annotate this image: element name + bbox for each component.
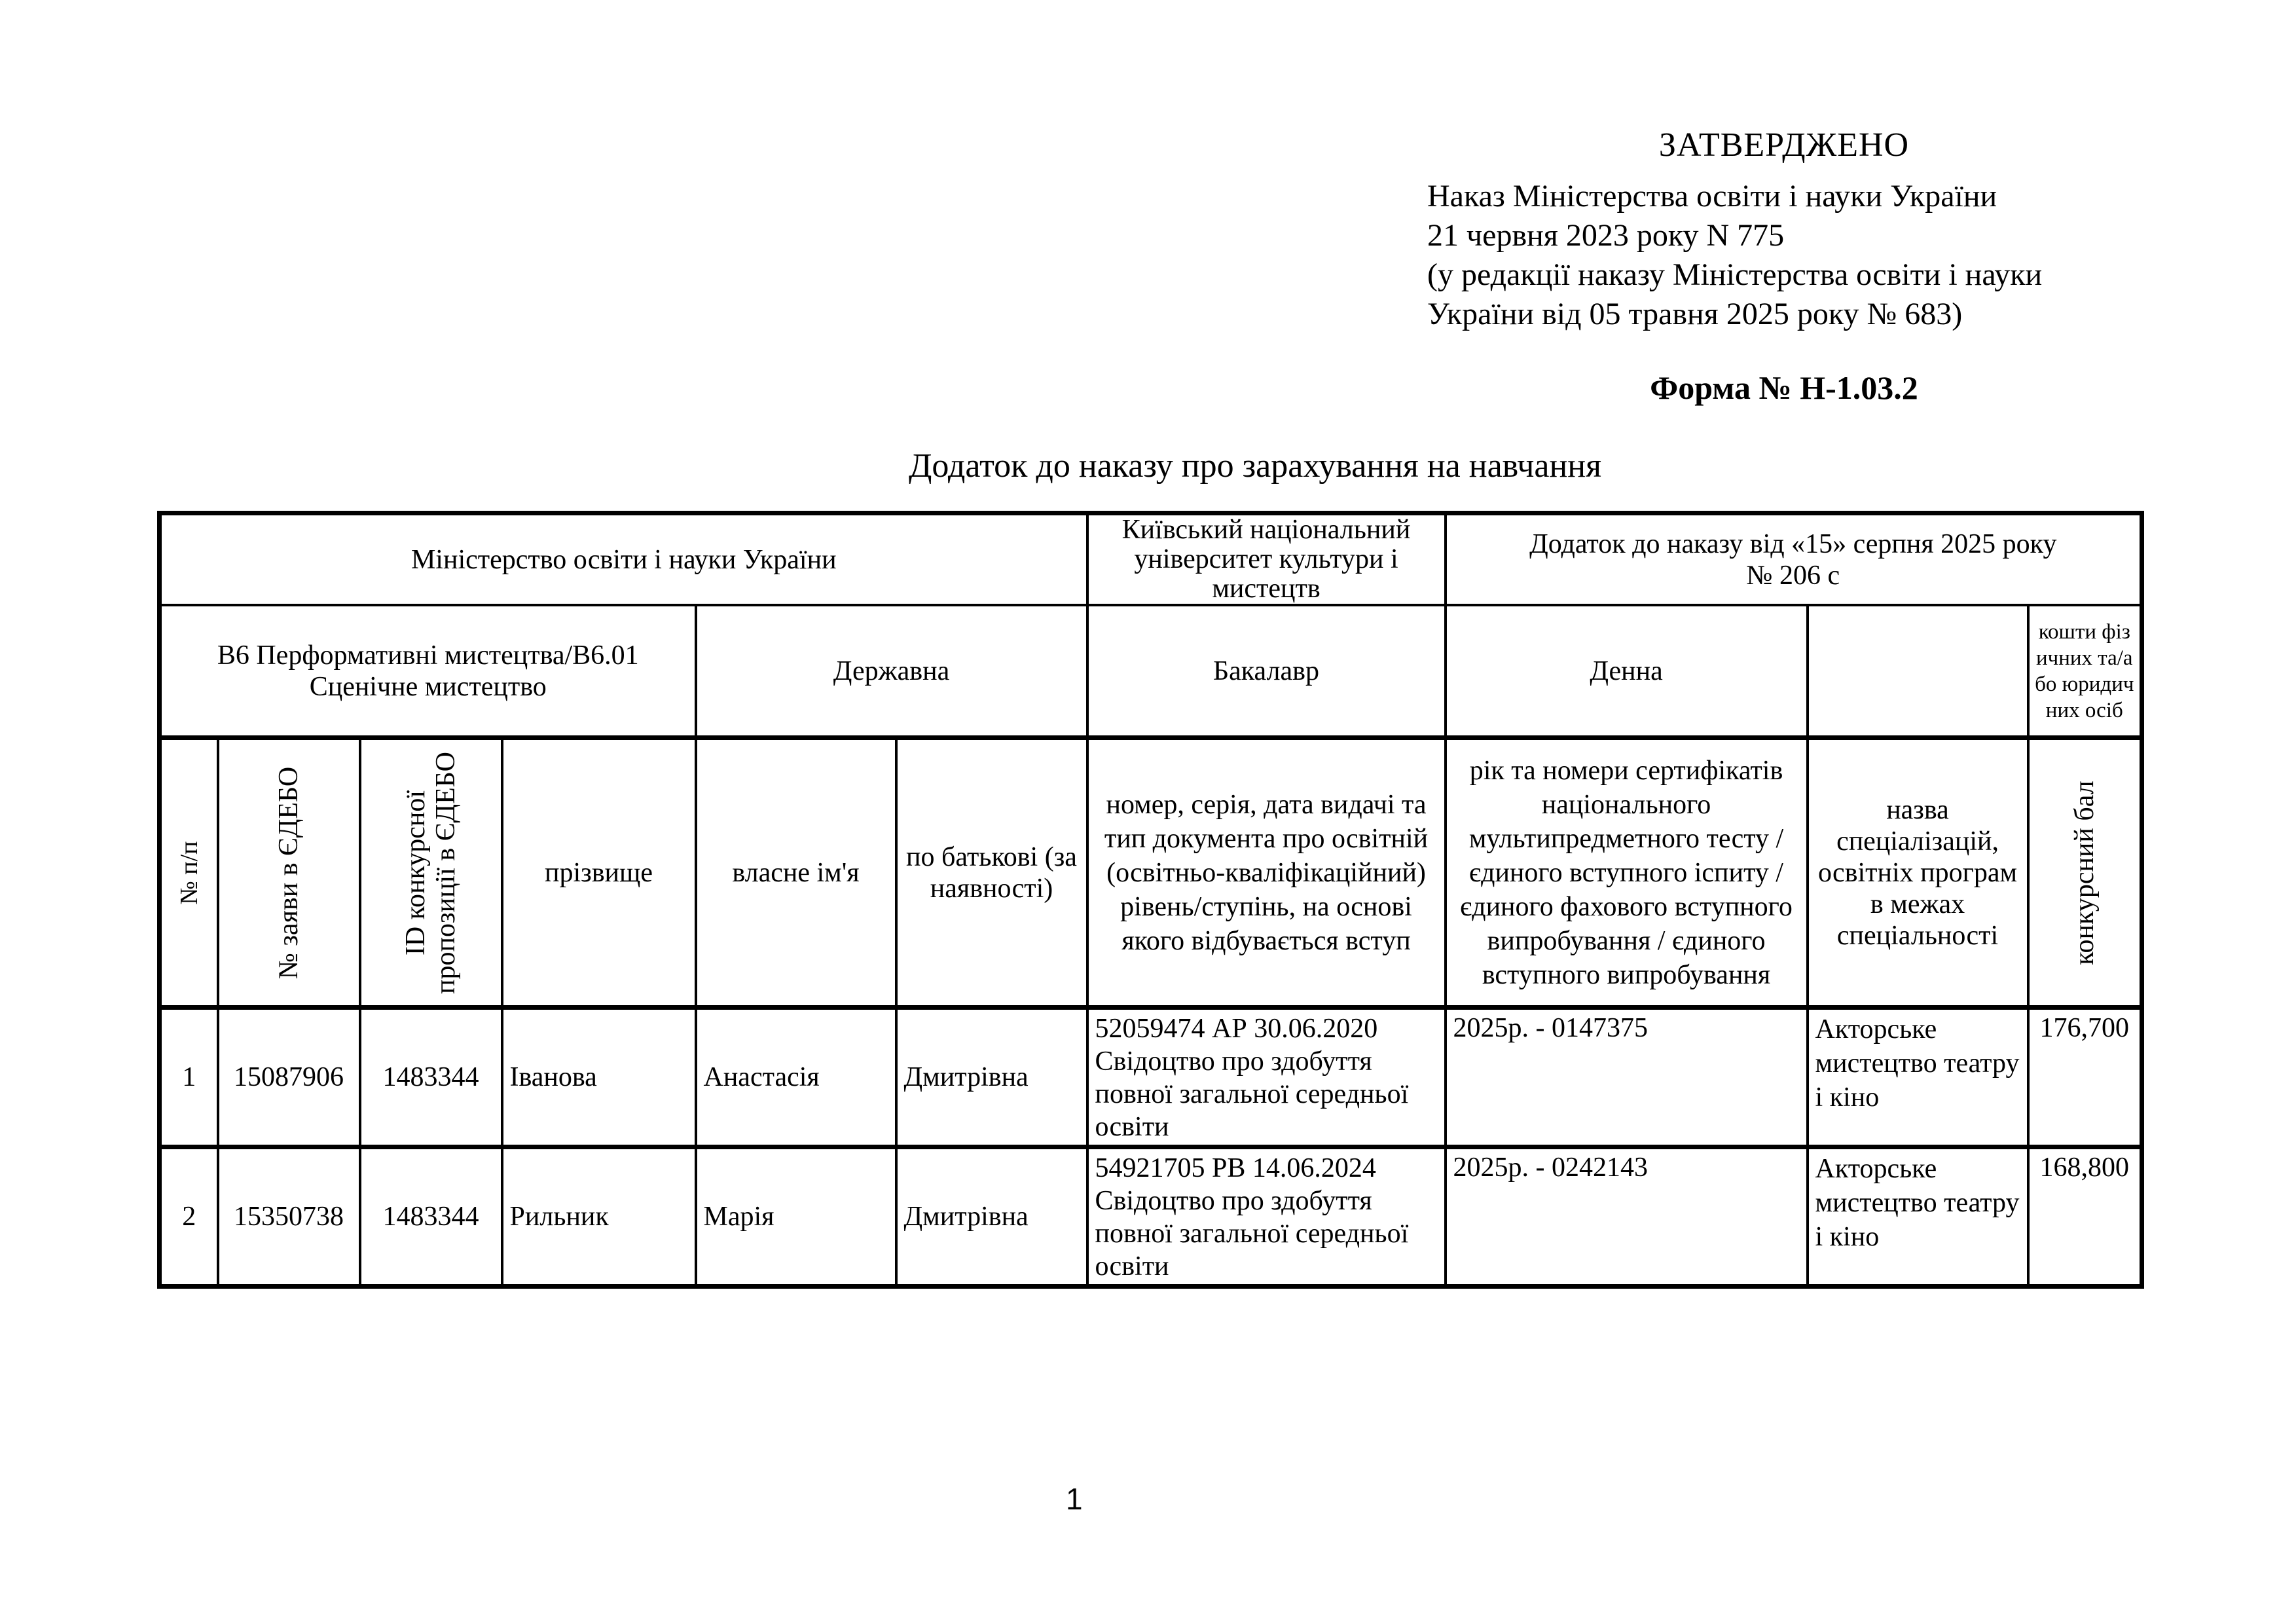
cell-surname: Іванова	[502, 1008, 696, 1147]
university-cell: Київський національний університет культури і мистецтв	[1087, 513, 1446, 606]
col-header-offer-id: ID конкурсної пропозиції в ЄДЕБО	[360, 738, 502, 1008]
header-row	[160, 738, 2142, 1008]
funding-source-cell: Державна	[696, 605, 1087, 738]
cell-row-number: 1	[160, 1008, 218, 1147]
col-header-given-name: власне ім'я	[696, 738, 896, 1008]
col-header-specialization: назва спеціалізацій, освітніх програм в межах спеціальності	[1808, 738, 2028, 1008]
cell-patronymic: Дмитрівна	[896, 1008, 1087, 1147]
cell-education-document: 52059474 АР 30.06.2020 Свідоцтво про здобуття повної загальної середньої освіти	[1087, 1008, 1446, 1147]
study-form-cell: Денна	[1446, 605, 1808, 738]
order-line: України від 05 травня 2025 року № 683)	[1427, 297, 1963, 331]
cell-specialization: Акторське мистецтво театру і кіно	[1808, 1147, 2028, 1287]
page-title: Додаток до наказу про зарахування на навчання	[908, 447, 1602, 485]
cell-certificates: 2025р. - 0147375	[1446, 1008, 1808, 1147]
degree-cell: Бакалавр	[1087, 605, 1446, 738]
col-header-score: конкурсний бал	[2028, 738, 2142, 1008]
approval-stamp: ЗАТВЕРДЖЕНО	[1658, 126, 1910, 164]
cell-offer-id: 1483344	[360, 1147, 502, 1287]
order-line: (у редакції наказу Міністерства освіти і науки	[1427, 257, 2043, 292]
cell-education-document: 54921705 РВ 14.06.2024 Свідоцтво про здобуття повної загальної середньої освіти	[1087, 1147, 1446, 1287]
order-line: 21 червня 2023 року N 775	[1427, 218, 1785, 253]
cell-score: 176,700	[2028, 1008, 2142, 1147]
cell-given-name: Анастасія	[696, 1008, 896, 1147]
form-number: Форма № Н-1.03.2	[1650, 369, 1918, 406]
tuition-funds-cell: кошти фізичних та/або юридичних осіб	[2028, 605, 2142, 738]
approval-block	[1427, 126, 2141, 407]
program-row	[160, 605, 2142, 738]
col-header-certificates: рік та номери сертифікатів національного мультипредметного тесту / єдиного вступного іспиту / єдиного фахового вступного випробування / єдиного вступного випробування	[1446, 738, 1808, 1008]
cell-offer-id: 1483344	[360, 1008, 502, 1147]
cell-application-id: 15087906	[218, 1008, 360, 1147]
table-row	[160, 1147, 2142, 1287]
col-header-education-document: номер, серія, дата видачі та тип документа про освітній (освітньо-кваліфікаційний) рівень/ступінь, на основі якого відбувається вступ	[1087, 738, 1446, 1008]
appendix-line: Додаток до наказу від «15» серпня 2025 року	[1529, 528, 2057, 559]
col-header-surname: прізвище	[502, 738, 696, 1008]
ministry-cell: Міністерство освіти і науки України	[160, 513, 1087, 606]
cell-application-id: 15350738	[218, 1147, 360, 1287]
cell-row-number: 2	[160, 1147, 218, 1287]
enrollment-table	[157, 511, 2144, 1289]
info-row	[160, 513, 2142, 606]
col-header-patronymic: по батькові (за наявності)	[896, 738, 1087, 1008]
appendix-cell	[1446, 513, 2142, 606]
page-number: 1	[1066, 1482, 1083, 1516]
col-header-application-id: № заяви в ЄДЕБО	[218, 738, 360, 1008]
empty-cell	[1808, 605, 2028, 738]
cell-score: 168,800	[2028, 1147, 2142, 1287]
col-header-row-number: № п/п	[160, 738, 218, 1008]
specialty-cell: В6 Перформативні мистецтва/В6.01 Сценічне мистецтво	[160, 605, 696, 738]
cell-certificates: 2025р. - 0242143	[1446, 1147, 1808, 1287]
cell-specialization: Акторське мистецтво театру і кіно	[1808, 1008, 2028, 1147]
cell-surname: Рильник	[502, 1147, 696, 1287]
cell-given-name: Марія	[696, 1147, 896, 1287]
appendix-line: № 206 с	[1746, 560, 1840, 591]
cell-patronymic: Дмитрівна	[896, 1147, 1087, 1287]
table-row	[160, 1008, 2142, 1147]
order-line: Наказ Міністерства освіти і науки України	[1427, 179, 1997, 213]
